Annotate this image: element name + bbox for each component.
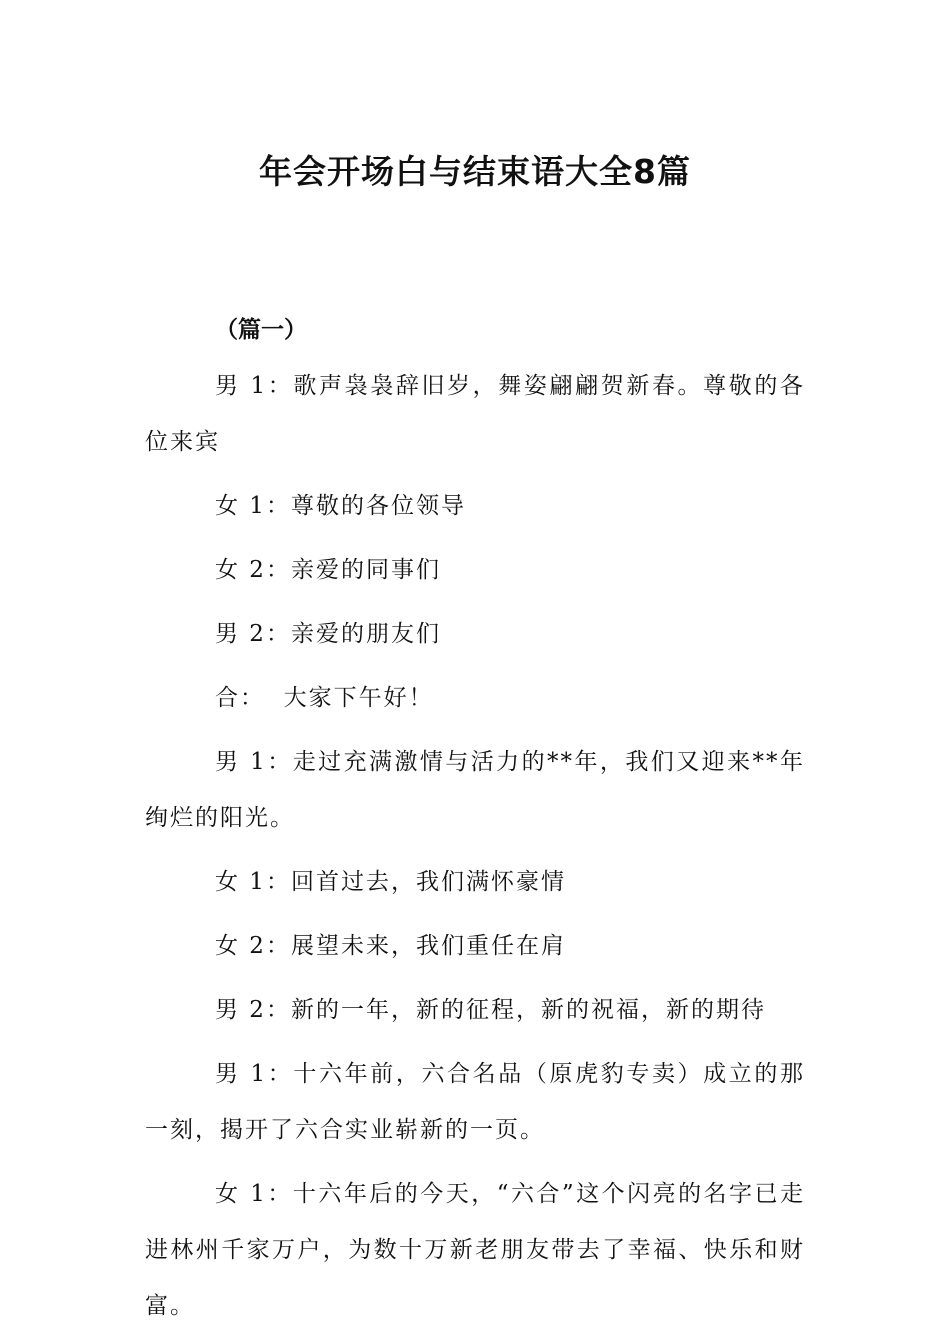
paragraph: 女 1：尊敬的各位领导 (215, 493, 466, 519)
paragraph: 女 2：展望未来，我们重任在肩 (215, 933, 566, 959)
paragraph: 合： 大家下午好！ (215, 685, 434, 711)
section-heading: （篇一） (215, 317, 307, 343)
paragraph: 女 1：十六年后的今天，“六合”这个闪亮的名字已走进林州千家万户，为数十万新老朋友带去了幸福、快乐和财富。 (145, 1181, 805, 1319)
paragraph: 女 1：回首过去，我们满怀豪情 (215, 869, 566, 895)
paragraph: 男 1：走过充满激情与活力的**年，我们又迎来**年绚烂的阳光。 (145, 749, 805, 831)
paragraph: 男 1：十六年前，六合名品（原虎豹专卖）成立的那一刻，揭开了六合实业崭新的一页。 (145, 1061, 805, 1143)
paragraph: 男 2：新的一年，新的征程，新的祝福，新的期待 (215, 997, 766, 1023)
paragraph: 女 2：亲爱的同事们 (215, 557, 441, 583)
paragraph: 男 1：歌声袅袅辞旧岁，舞姿翩翩贺新春。尊敬的各位来宾 (145, 373, 805, 455)
paragraph: 男 2：亲爱的朋友们 (215, 621, 441, 647)
document-body (145, 310, 805, 1334)
document-title: 年会开场白与结束语大全8篇 (259, 152, 691, 191)
